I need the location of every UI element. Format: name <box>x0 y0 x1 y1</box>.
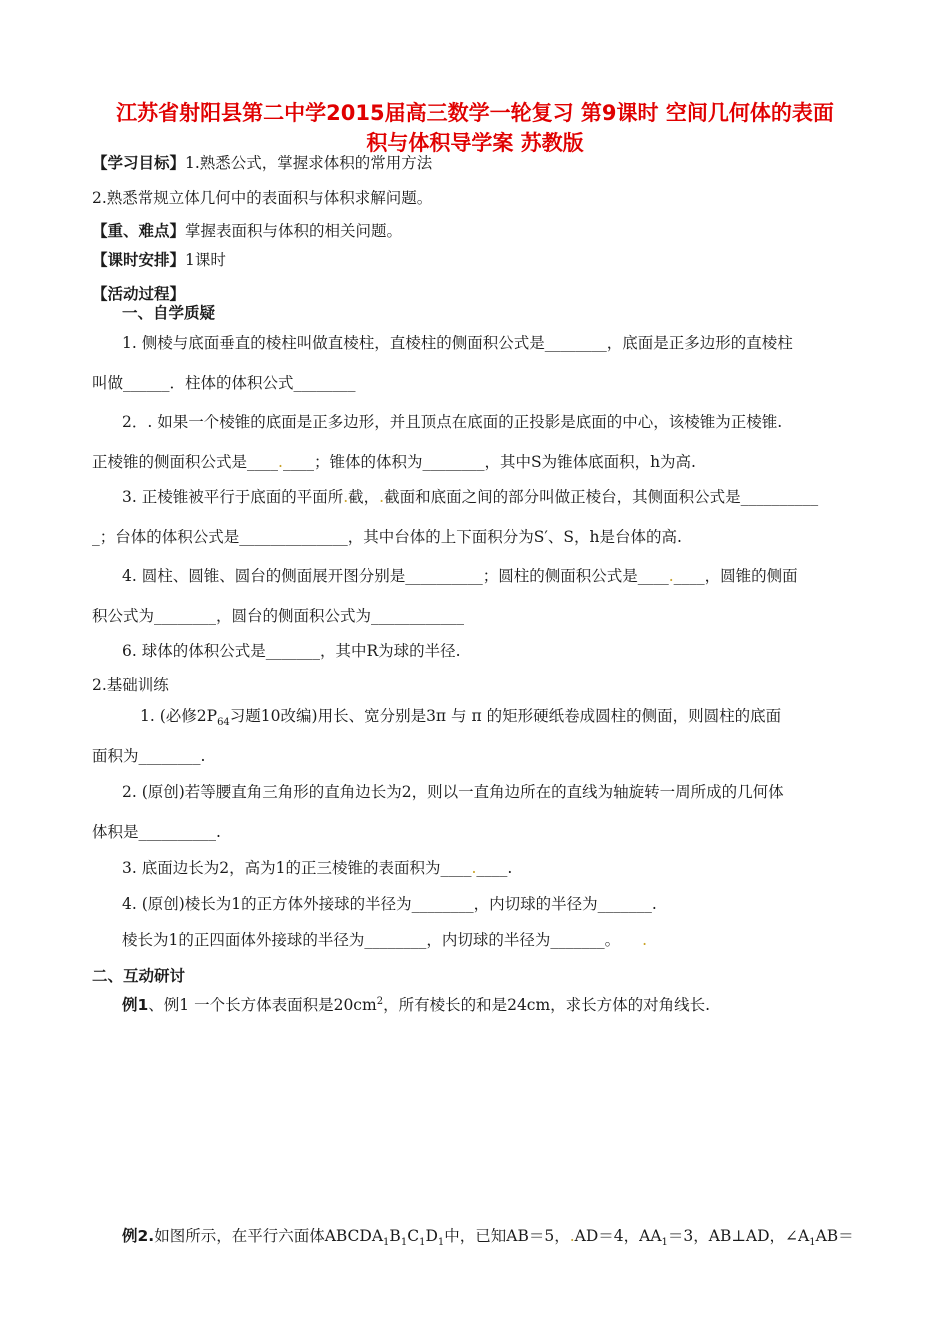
s1-q3-text-a: 3. 正棱锥被平行于底面的平面所 <box>122 488 344 506</box>
s2-q1-text-a: 1. (必修2P <box>140 707 218 725</box>
schedule-label: 【课时安排】 <box>92 251 186 269</box>
example-1 <box>122 992 710 1015</box>
process-label: 【活动过程】 <box>92 285 186 303</box>
s1-q2-text-b: ____；锥体的体积为________，其中S为锥体底面积，h为高. <box>282 453 696 471</box>
example-1-superscript: 2 <box>376 996 384 1007</box>
example-2-text-e: AB＝ <box>815 1227 854 1245</box>
yellow-dot-mark: . <box>668 567 674 585</box>
s2-q1-text-b: 习题10改编)用长、宽分别是3π 与 π 的矩形硬纸卷成圆柱的侧面，则圆柱的底面 <box>229 707 782 725</box>
s1-q3-line2: _；台体的体积公式是______________，其中台体的上下面积分为S′、S，h是台体的高. <box>92 528 682 546</box>
s1-q3-text-b: 截， <box>348 488 380 506</box>
s1-q1-line2: 叫做______．柱体的体积公式________ <box>92 374 356 392</box>
s1-q1-line1: 1. 侧棱与底面垂直的棱柱叫做直棱柱，直棱柱的侧面积公式是________，底面是正多边形的直棱柱 <box>122 334 793 352</box>
s2-q2-line1: 2. (原创)若等腰直角三角形的直角边长为2，则以一直角边所在的直线为轴旋转一周所成的几何体 <box>122 783 784 801</box>
yellow-dot-mark: . <box>569 1227 575 1245</box>
s1-q2-text-a: 正棱锥的侧面积公式是____ <box>92 453 279 471</box>
s2-q1-line2: 面积为________. <box>92 747 206 765</box>
yellow-dot-mark: . <box>343 488 349 506</box>
example-1-text-a: 、例1 一个长方体表面积是20cm <box>148 996 377 1015</box>
example-2: 例2.如图所示，在平行六面体$ABCDA_1B_1C_1D_1$中，已知AB＝5，.AD＝4，$AA_1=3$，AB⊥AD，$\angle A_1AB=$ <box>122 1227 854 1249</box>
section1-heading: 一、自学质疑 <box>122 304 216 322</box>
document-title-line1: 江苏省射阳县第二中学2015届高三数学一轮复习 第9课时 空间几何体的表面 <box>116 101 834 125</box>
example-2-text-d: ＝3，AB⊥AD，∠A <box>667 1227 810 1245</box>
key-points-label: 【重、难点】 <box>92 222 186 240</box>
s2-q4-line2 <box>122 930 647 950</box>
learning-goals-label: 【学习目标】 <box>92 154 186 172</box>
section-interactive-heading: 二、互动研讨 <box>92 967 186 985</box>
yellow-dot-mark: . <box>471 859 477 877</box>
s2-q2-line2: 体积是__________. <box>92 823 221 841</box>
s2-q1-line1 <box>140 706 781 733</box>
s2-q1-subscript: 64 <box>217 717 230 729</box>
learning-goals <box>92 153 432 173</box>
schedule-text: 1课时 <box>185 251 226 269</box>
section2-heading: 2.基础训练 <box>92 676 169 694</box>
schedule <box>92 250 226 270</box>
yellow-dot-mark: . <box>379 488 385 506</box>
s2-q3-text-b: ____. <box>476 859 513 877</box>
example-1-text-b: ，所有棱长的和是24cm，求长方体的对角线长. <box>383 996 711 1015</box>
example-2-label: 例2. <box>122 1227 155 1245</box>
yellow-dot-mark: . <box>642 931 648 949</box>
s1-q3-text-c: 截面和底面之间的部分叫做正棱台，其侧面积公式是__________ <box>384 488 819 506</box>
document-title-line2: 积与体积导学案 苏教版 <box>366 131 584 155</box>
s1-q4-text-b: ____，圆锥的侧面 <box>673 567 798 585</box>
example-2-text-a: 如图所示，在平行六面体ABCDA <box>154 1227 384 1245</box>
key-points-text: 掌握表面积与体积的相关问题。 <box>185 222 403 240</box>
example-2-text-b: 中，已知AB＝5， <box>444 1227 570 1245</box>
s2-q3 <box>122 858 512 878</box>
s1-q3-line1 <box>122 487 818 507</box>
s1-q6: 6. 球体的体积公式是_______，其中R为球的半径. <box>122 642 461 660</box>
s2-q4-text: 棱长为1的正四面体外接球的半径为________，内切球的半径为_______。 <box>122 931 621 949</box>
s2-q3-text-a: 3. 底面边长为2，高为1的正三棱锥的表面积为____ <box>122 859 472 877</box>
s1-q4-line1 <box>122 566 798 586</box>
example-1-label: 例1 <box>122 996 149 1015</box>
s1-q2-line1: 2．. 如果一个棱锥的底面是正多边形，并且顶点在底面的正投影是底面的中心，该棱锥为正棱锥. <box>122 413 783 431</box>
yellow-dot-mark: . <box>278 453 283 471</box>
s1-q4-line2: 积公式为________，圆台的侧面积公式为____________ <box>92 607 465 625</box>
learning-goal-1: 1.熟悉公式，掌握求体积的常用方法 <box>185 154 433 172</box>
s2-q4-line1: 4. (原创)棱长为1的正方体外接球的半径为________，内切球的半径为_______. <box>122 895 657 913</box>
learning-goal-2: 2.熟悉常规立体几何中的表面积与体积求解问题。 <box>92 189 433 207</box>
s1-q4-text-a: 4. 圆柱、圆锥、圆台的侧面展开图分别是__________；圆柱的侧面积公式是____ <box>122 567 669 585</box>
s1-q2-line2 <box>92 452 696 472</box>
key-points <box>92 221 402 241</box>
example-2-text-c: AD＝4，AA <box>574 1227 662 1245</box>
